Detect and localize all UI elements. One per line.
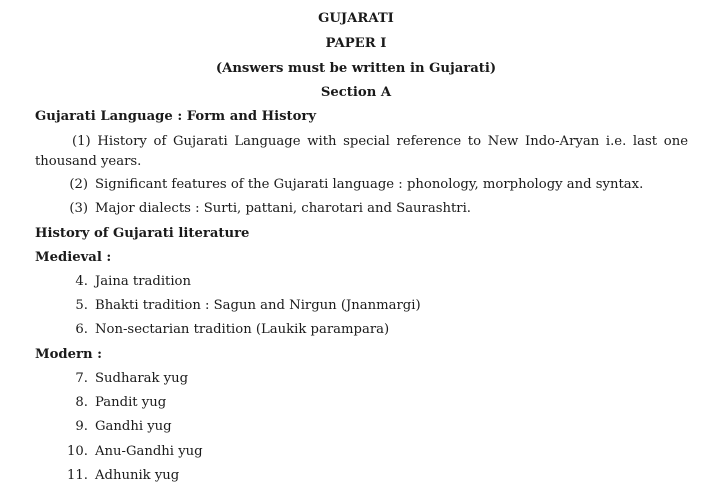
list-item — [0, 201, 471, 216]
list-item — [0, 468, 179, 483]
item-text: Jaina tradition — [95, 274, 191, 289]
item-number: 5. — [75, 298, 88, 313]
section-heading: Section A — [320, 85, 392, 100]
list-item — [0, 177, 643, 192]
paper-label: PAPER I — [325, 36, 387, 51]
item-text: Pandit yug — [95, 395, 167, 410]
document-title: GUJARATI — [318, 11, 394, 26]
subheading-medieval: Medieval : — [35, 250, 112, 265]
item-number: 6. — [75, 322, 88, 337]
item-text: Sudharak yug — [95, 371, 189, 386]
list-item — [0, 419, 172, 434]
item-text: Anu-Gandhi yug — [95, 444, 203, 459]
item-text: Non-sectarian tradition (Laukik parampara) — [95, 322, 390, 337]
subheading-modern: Modern : — [35, 347, 102, 362]
topic-heading-literature: History of Gujarati literature — [35, 226, 250, 241]
item-number: 10. — [67, 444, 88, 459]
item-number: 4. — [75, 274, 88, 289]
list-item — [0, 371, 188, 386]
item-number: 7. — [75, 371, 88, 386]
item-number: (3) — [69, 201, 88, 216]
topic-heading-language: Gujarati Language : Form and History — [35, 109, 317, 124]
list-item — [0, 322, 389, 337]
item-text: Major dialects : Surti, pattani, charotari and Saurashtri. — [95, 201, 471, 216]
item-text: Gandhi yug — [95, 419, 172, 434]
item-number: (1) — [72, 134, 91, 149]
list-item — [0, 395, 166, 410]
item-text: Adhunik yug — [95, 468, 180, 483]
item-number: (2) — [69, 177, 88, 192]
item-number: 8. — [75, 395, 88, 410]
item-number: 9. — [75, 419, 88, 434]
item-text: Significant features of the Gujarati language : phonology, morphology and syntax. — [95, 177, 644, 192]
list-item — [35, 132, 688, 172]
list-item — [0, 444, 203, 459]
list-item — [0, 274, 191, 289]
item-number: 11. — [67, 468, 88, 483]
language-note: (Answers must be written in Gujarati) — [215, 61, 497, 76]
item-text: History of Gujarati Language with special reference to New Indo-Aryan i.e. last one thousand years. — [35, 134, 688, 169]
list-item — [0, 298, 421, 313]
item-text: Bhakti tradition : Sagun and Nirgun (Jnanmargi) — [95, 298, 421, 313]
